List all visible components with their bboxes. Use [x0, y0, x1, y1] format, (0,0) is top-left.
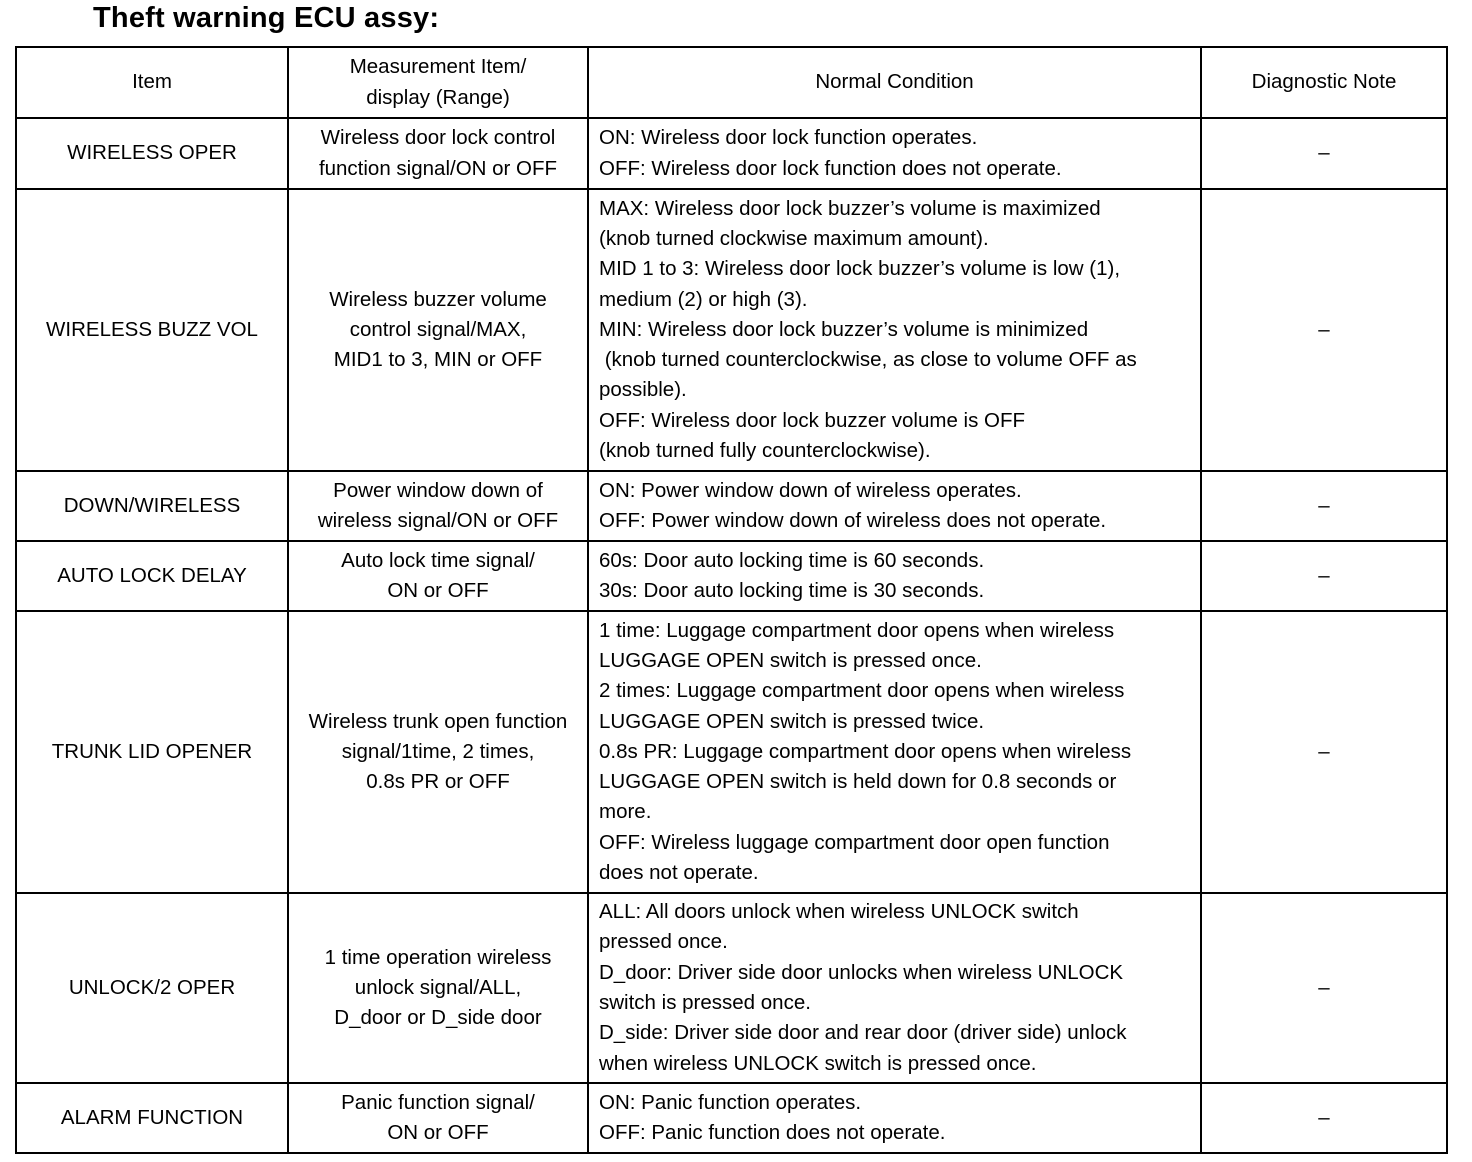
normal-condition-cell — [588, 541, 1201, 611]
table-row — [16, 893, 1447, 1083]
normal-condition-line: possible). — [599, 378, 687, 402]
normal-condition-line: 0.8s PR: Luggage compartment door opens when wireless — [599, 739, 1132, 763]
normal-condition-line: LUGGAGE OPEN switch is pressed twice. — [599, 709, 985, 733]
normal-condition-line: (knob turned counterclockwise, as close to volume OFF as — [599, 348, 1137, 372]
normal-condition-line: OFF: Wireless luggage compartment door open function — [599, 830, 1110, 854]
item-cell: AUTO LOCK DELAY — [16, 541, 288, 611]
table-row — [16, 541, 1447, 611]
measurement-line: control signal/MAX, — [349, 317, 527, 341]
item-cell: UNLOCK/2 OPER — [16, 893, 288, 1083]
header-measurement — [288, 47, 588, 118]
measurement-cell — [288, 1083, 588, 1153]
measurement-cell — [288, 118, 588, 189]
normal-condition-line: D_side: Driver side door and rear door (driver side) unlock — [599, 1021, 1127, 1045]
table-row — [16, 118, 1447, 189]
normal-condition-line: OFF: Wireless door lock function does not operate. — [599, 156, 1062, 180]
measurement-line: unlock signal/ALL, — [354, 975, 522, 999]
normal-condition-line: LUGGAGE OPEN switch is held down for 0.8 seconds or — [599, 770, 1117, 794]
normal-condition-line: ALL: All doors unlock when wireless UNLOCK switch — [599, 900, 1079, 924]
diagnostic-note-cell: – — [1201, 189, 1447, 471]
item-cell: ALARM FUNCTION — [16, 1083, 288, 1153]
diagnostic-note-cell: – — [1201, 471, 1447, 541]
measurement-line: Panic function signal/ — [341, 1090, 535, 1114]
table-row — [16, 611, 1447, 893]
normal-condition-line: ON: Wireless door lock function operates. — [599, 126, 978, 150]
normal-condition-cell — [588, 1083, 1201, 1153]
normal-condition-line: OFF: Panic function does not operate. — [599, 1121, 946, 1144]
measurement-line: signal/1time, 2 times, — [341, 739, 535, 763]
header-item: Item — [16, 47, 288, 118]
normal-condition-line: (knob turned clockwise maximum amount). — [599, 226, 989, 250]
measurement-line: ON or OFF — [387, 579, 489, 602]
diagnostic-note-cell: – — [1201, 1083, 1447, 1153]
measurement-line: 0.8s PR or OFF — [366, 770, 510, 794]
measurement-cell — [288, 541, 588, 611]
measurement-cell — [288, 189, 588, 471]
normal-condition-line: D_door: Driver side door unlocks when wireless UNLOCK — [599, 960, 1124, 984]
data-table — [15, 46, 1448, 1154]
header-measurement-line: display (Range) — [366, 85, 510, 109]
measurement-line: ON or OFF — [387, 1121, 489, 1144]
measurement-line: wireless signal/ON or OFF — [317, 509, 559, 532]
item-cell: WIRELESS BUZZ VOL — [16, 189, 288, 471]
normal-condition-line: switch is pressed once. — [599, 991, 811, 1014]
normal-condition-line: ON: Panic function operates. — [599, 1090, 862, 1114]
normal-condition-line: LUGGAGE OPEN switch is pressed once. — [599, 648, 982, 672]
measurement-line: Wireless buzzer volume — [329, 287, 547, 311]
item-cell: WIRELESS OPER — [16, 118, 288, 189]
normal-condition-line: 60s: Door auto locking time is 60 seconds. — [599, 548, 985, 572]
diagnostic-note-cell: – — [1201, 611, 1447, 893]
normal-condition-cell — [588, 471, 1201, 541]
normal-condition-line: 1 time: Luggage compartment door opens when wireless — [599, 618, 1115, 642]
header-measurement-line: Measurement Item/ — [349, 55, 527, 79]
header-normal-condition: Normal Condition — [588, 47, 1201, 118]
normal-condition-line: pressed once. — [599, 930, 728, 954]
measurement-line: 1 time operation wireless — [324, 945, 552, 969]
measurement-line: D_door or D_side door — [334, 1006, 542, 1030]
measurement-cell — [288, 893, 588, 1083]
table-row — [16, 189, 1447, 471]
normal-condition-line: does not operate. — [599, 861, 759, 885]
normal-condition-line: more. — [599, 800, 652, 824]
page-title: Theft warning ECU assy: — [93, 2, 440, 34]
diagnostic-note-cell: – — [1201, 893, 1447, 1083]
table-row — [16, 1083, 1447, 1153]
normal-condition-line: MAX: Wireless door lock buzzer’s volume is maximized — [599, 196, 1101, 220]
diagnostic-note-cell: – — [1201, 118, 1447, 189]
normal-condition-line: 2 times: Luggage compartment door opens when wireless — [599, 679, 1125, 703]
item-cell: DOWN/WIRELESS — [16, 471, 288, 541]
normal-condition-cell — [588, 611, 1201, 893]
normal-condition-cell — [588, 893, 1201, 1083]
measurement-line: function signal/ON or OFF — [318, 156, 558, 180]
table-row — [16, 471, 1447, 541]
normal-condition-line: OFF: Power window down of wireless does not operate. — [599, 509, 1107, 532]
measurement-cell — [288, 611, 588, 893]
diagnostic-note-cell: – — [1201, 541, 1447, 611]
measurement-cell — [288, 471, 588, 541]
header-diagnostic-note: Diagnostic Note — [1201, 47, 1447, 118]
normal-condition-cell — [588, 189, 1201, 471]
normal-condition-cell — [588, 118, 1201, 189]
normal-condition-line: OFF: Wireless door lock buzzer volume is OFF — [599, 408, 1026, 432]
normal-condition-line: MID 1 to 3: Wireless door lock buzzer’s volume is low (1), — [599, 257, 1121, 281]
measurement-line: Auto lock time signal/ — [341, 548, 535, 572]
item-cell: TRUNK LID OPENER — [16, 611, 288, 893]
measurement-line: Wireless door lock control — [320, 126, 556, 150]
normal-condition-line: when wireless UNLOCK switch is pressed once. — [599, 1051, 1037, 1075]
normal-condition-line: ON: Power window down of wireless operates. — [599, 478, 1022, 502]
measurement-line: Power window down of — [333, 478, 543, 502]
normal-condition-line: medium (2) or high (3). — [599, 287, 808, 311]
normal-condition-line: (knob turned fully counterclockwise). — [599, 439, 931, 463]
measurement-line: MID1 to 3, MIN or OFF — [333, 348, 543, 372]
normal-condition-line: MIN: Wireless door lock buzzer’s volume is minimized — [599, 317, 1089, 341]
header-row — [16, 47, 1447, 118]
measurement-line: Wireless trunk open function — [308, 709, 568, 733]
normal-condition-line: 30s: Door auto locking time is 30 seconds. — [599, 579, 985, 602]
